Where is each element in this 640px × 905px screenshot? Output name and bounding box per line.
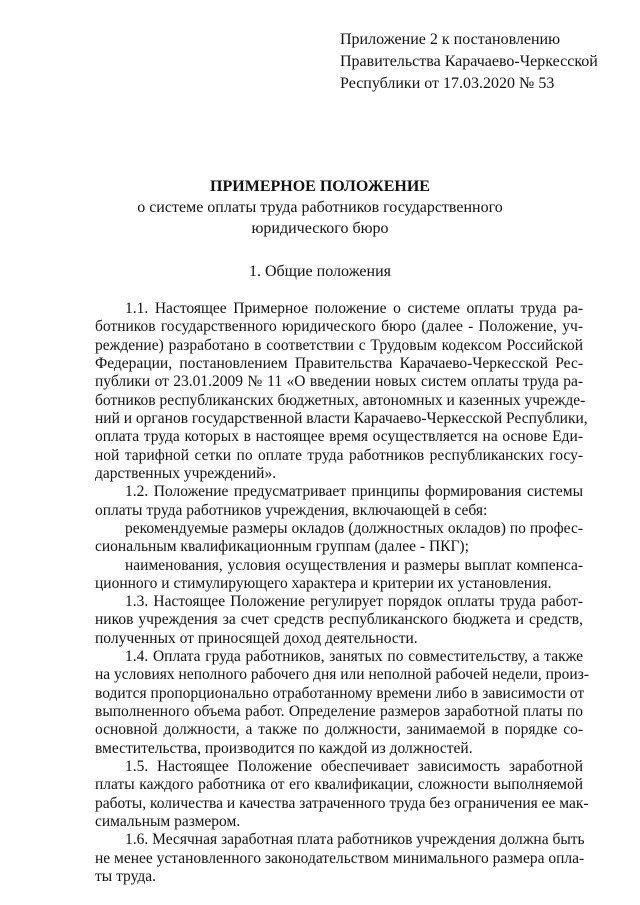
text-line: наименования, условия осуществления и размеры выплат компенса-	[125, 557, 583, 574]
text-line: ционного и стимулирующего характера и критерии их установления.	[95, 575, 552, 592]
section-heading: 1. Общие положения	[248, 263, 392, 280]
text-line: 1.6. Месячная заработная плата работников учреждения должна быть	[125, 831, 585, 848]
text-line: рекомендуемые размеры окладов (должностных окладов) по профес-	[125, 520, 583, 537]
text-line: выполненного объема работ. Определение размеров заработной платы по	[95, 703, 583, 720]
text-line: работы, количества и качества затраченного труда без ограничения ее мак-	[95, 795, 589, 812]
text-line: платы каждого работника от его квалификации, сложности выполняемой	[95, 776, 583, 793]
text-line: симальным размером.	[95, 813, 241, 830]
text-line: ботников государственного юридического бюро (далее - Положение, уч-	[95, 318, 583, 335]
text-line: не менее установленного законодательством минимального размера опла-	[95, 850, 585, 867]
appendix-line-3: Республики от 17.03.2020 № 53	[340, 75, 555, 92]
text-line: оплаты труда работников учреждения, включающей в себя:	[95, 502, 488, 519]
text-line: дарственных учреждений».	[95, 465, 277, 482]
text-line: 1.3. Настоящее Положение регулирует порядок оплаты труда работ-	[125, 593, 583, 610]
text-line: ний и органов государственной власти Карачаево-Черкесской Республики,	[95, 410, 588, 427]
text-line: вместительства, производится по каждой из должностей.	[95, 740, 473, 757]
text-line: ников учреждения за счет средств республиканского бюджета и средств,	[95, 611, 583, 628]
appendix-line-1: Приложение 2 к постановлению	[340, 31, 561, 48]
text-line: 1.1. Настоящее Примерное положение о системе оплаты труда ра-	[125, 300, 583, 317]
appendix-line-2: Правительства Карачаево-Черкесской	[340, 53, 598, 70]
text-line: полученных от приносящей доход деятельности.	[95, 630, 418, 647]
text-line: водится пропорционально отработанному времени либо в зависимости от	[95, 685, 585, 702]
text-line: публики от 23.01.2009 № 11 «О введении новых систем оплаты труда ра-	[95, 373, 583, 390]
text-line: ты труда.	[95, 868, 156, 885]
document-subtitle-line-2: юридического бюро	[251, 220, 389, 237]
document-title: ПРИМЕРНОЕ ПОЛОЖЕНИЕ	[210, 178, 430, 195]
text-line: ной тарифной сетки по оплате труда работников республиканских госу-	[95, 447, 583, 464]
text-line: основной должности, а также по должности, занимаемой в порядке со-	[95, 721, 583, 738]
text-line: на условиях неполного рабочего дня или неполной рабочей недели, произ-	[95, 666, 590, 683]
text-line: оплата труда которых в настоящее время осуществляется на основе Еди-	[95, 428, 583, 445]
text-line: 1.5. Настоящее Положение обеспечивает зависимость заработной	[125, 758, 583, 775]
document-subtitle-line-1: о системе оплаты труда работников государственного	[137, 199, 503, 216]
text-line: 1.4. Оплата груда работников, занятых по совместительству, а также	[125, 648, 583, 665]
text-line: Федерации, постановлением Правительства Карачаево-Черкесской Рес-	[95, 355, 583, 372]
text-line: сиональным квалификационным группам (далее - ПКГ);	[95, 538, 469, 555]
text-line: 1.2. Положение предусматривает принципы формирования системы	[125, 483, 583, 500]
text-line: реждение) разработано в соответствии с Трудовым кодексом Российской	[95, 337, 583, 354]
text-line: ботников республиканских бюджетных, автономных и казенных учрежде-	[95, 392, 586, 409]
